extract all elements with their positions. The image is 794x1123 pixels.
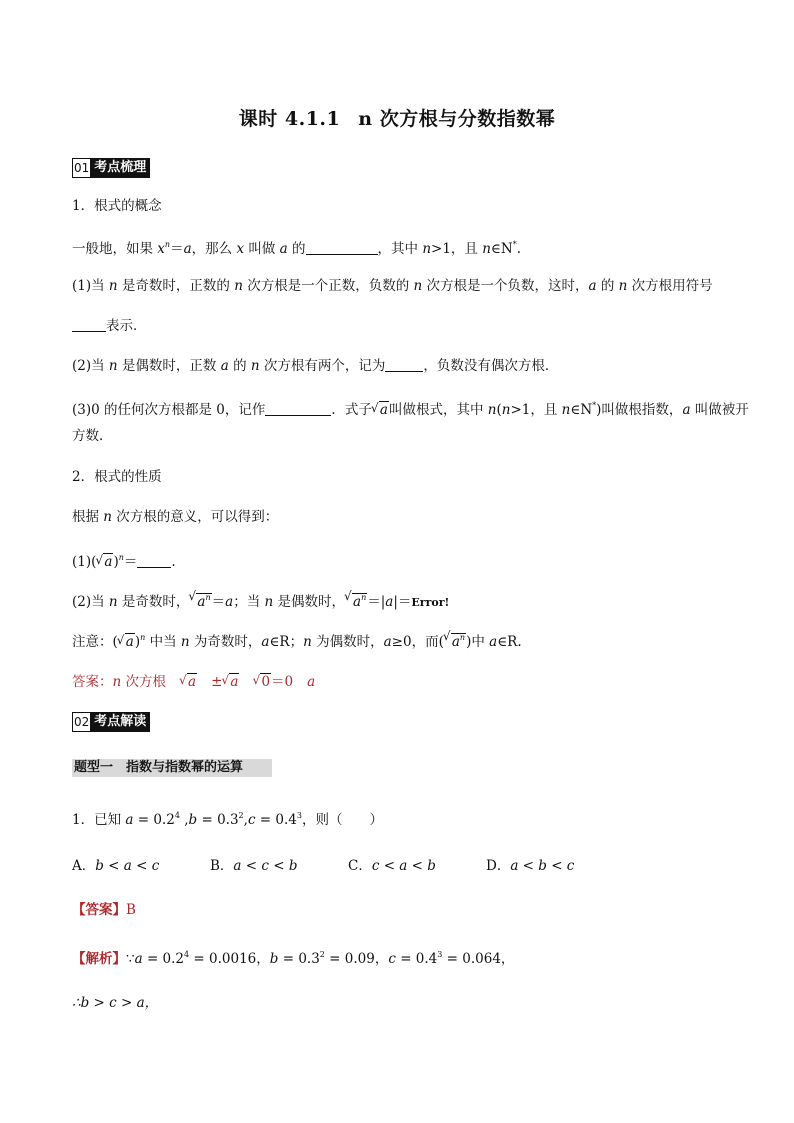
property-1: (1)(√ a)$^n$＝ .	[72, 548, 176, 572]
title-topic: n 次方根与分数指数幂	[358, 108, 556, 130]
section-label: 考点梳理	[90, 158, 150, 178]
heading-radical-properties: 2．根式的性质	[72, 469, 162, 485]
option-d[interactable]: D．a < b < c	[486, 858, 575, 874]
fill-blank	[385, 357, 423, 372]
paragraph-odd-root-cont: 表示．	[72, 316, 147, 336]
paragraph-meaning: 根据 n 次方根的意义，可以得到：	[72, 509, 279, 525]
option-a[interactable]: A．b < a < c	[72, 858, 160, 874]
note-line: 注意：(√ a)$^n$ 中当 n 为奇数时，a∈R；n 为偶数时，a≥0，而(√ $a^n$)中 a∈R.	[72, 628, 522, 652]
paragraph-odd-root: (1)当 n 是奇数时，正数的 n 次方根是一个正数，负数的 n 次方根是一个负数，这时，a 的 n 次方根用符号	[72, 278, 713, 294]
fill-blank	[265, 401, 331, 416]
analysis-block: 【解析】∵a = $0.2^4 = 0.0016$，$b = 0.3^2 = 0.09$，$c = 0.4^3 = 0.064$，	[72, 950, 515, 967]
option-b[interactable]: B．a < c < b	[210, 858, 298, 874]
question-stem: 1．已知 $a = 0.2^4$ $,b = 0.3^2,c = 0.4^3$，则（ ）	[72, 811, 383, 828]
options-row	[72, 856, 624, 876]
section-number: 01	[72, 158, 90, 178]
question-type-bar: 题型一 指数与指数幂的运算	[72, 759, 272, 777]
section-label: 考点解读	[90, 712, 150, 732]
title-lesson-number: 课时 4.1.1	[238, 108, 341, 130]
fill-blank	[306, 240, 378, 255]
answer-line: 答案：n 次方根√ a ±√ a√ 0＝0 a	[72, 672, 315, 692]
paragraph-definition: 一般地，如果 $x^n=a$，那么 x 叫做 a 的 ，其中 n>1，且 n∈N*.	[72, 240, 522, 257]
error-marker: Error!	[411, 596, 450, 609]
section-badge-1	[72, 158, 150, 178]
answer-block: 【答案】B	[72, 902, 136, 918]
paragraph-even-root: (2)当 n 是偶数时，正数 a 的 n 次方根有两个，记为 ，负数没有偶次方根．	[72, 358, 559, 374]
radical-symbol: √ a	[372, 400, 389, 420]
paragraph-zero-root-cont: 方数．	[72, 428, 113, 444]
fill-blank	[72, 317, 106, 332]
section-number: 02	[72, 712, 90, 732]
option-c[interactable]: C．c < a < b	[348, 858, 436, 874]
heading-radical-concept: 1．根式的概念	[72, 198, 162, 214]
property-2: (2)当 n 是奇数时，√ $a^n=a$；当 n 是偶数时，√ $a^n=|a|=Error$!	[72, 588, 449, 613]
section-badge-2	[72, 712, 150, 732]
conclusion-line: ∴b > c > a，	[72, 995, 159, 1011]
fill-blank	[137, 553, 171, 568]
page-title	[0, 104, 794, 131]
paragraph-zero-root: (3)0 的任何次方根都是 0，记作 ．式子√ a叫做根式，其中 n(n>1，且 n∈N*)叫做根指数，a 叫做被开	[72, 396, 749, 420]
